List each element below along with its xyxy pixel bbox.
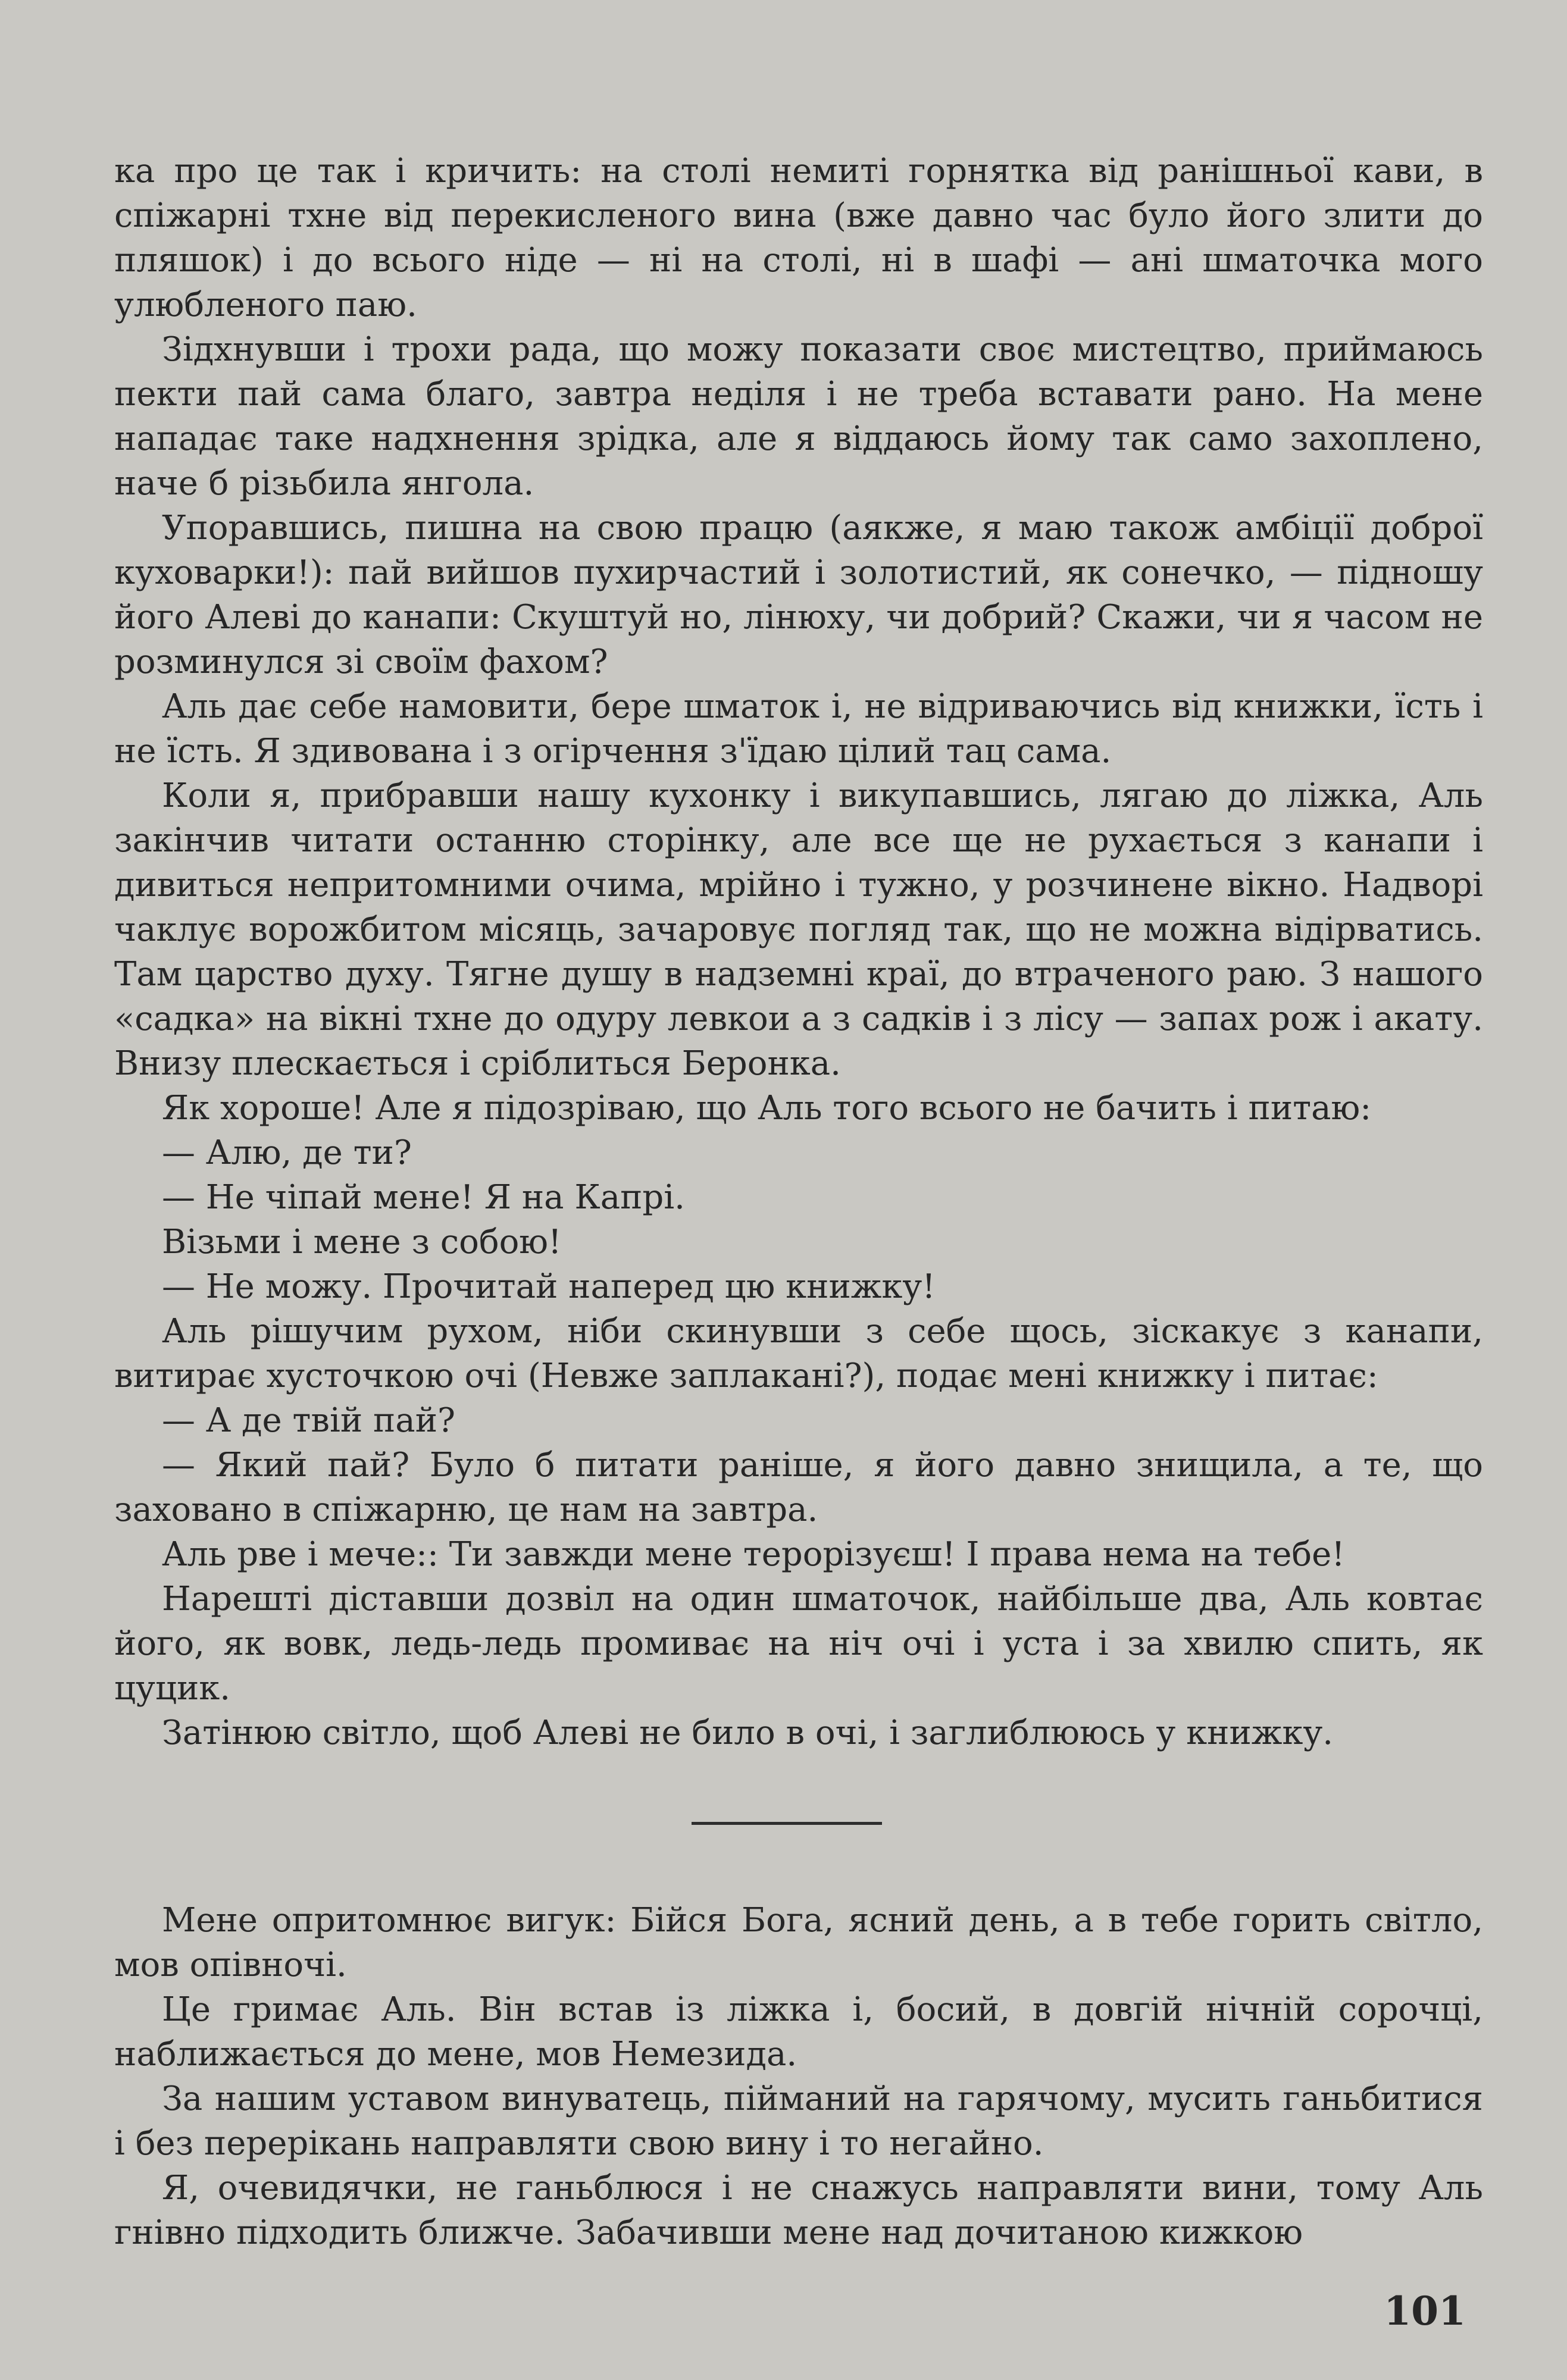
dialogue-line: — Який пай? Було б питати раніше, я його давно знищила, а те, що заховано в спіжарню, це нам на завтра. [114,1446,1483,1529]
paragraph: ка про це так і кричить: на столі немиті горнятка від ранішньої кави, в спіжарні тхне від перекисленого вина (вже давно час було його злити до пляшок) і до всього ніде — ні на столі, ні в шафі — ані шматочка мого улюбленого паю. [114,152,1483,324]
paragraph: Аль дає себе намовити, бере шматок і, не відриваючись від книжки, їсть і не їсть. Я здивована і з огірчення з'їдаю цілий тац сама. [114,687,1483,771]
paragraph: Коли я, прибравши нашу кухонку і викупавшись, лягаю до ліжка, Аль закінчив читати останню сторінку, але все ще не рухається з канапи і дивиться непритомними очима, мрійно і тужно, у розчинене вікно. Надворі чаклує ворожбитом місяць, зачаровує погляд так, що не можна відірватись. Там царство духу. Тягне душу в надземні краї, до втраченого раю. З нашого «садка» на вікні тхне до одуру левкои а з садків і з лісу — запах рож і акату. Внизу плескається і сріблиться Беронка. [114,776,1483,1083]
paragraph: Затінюю світло, щоб Алеві не било в очі, і заглиблююсь у книжку. [162,1714,1334,1752]
paragraph: Нарешті діставши дозвіл на один шматочок, найбільше два, Аль ковтає його, як вовк, ледь-ледь промиває на ніч очі і уста і за хвилю спить, як цуцик. [114,1580,1483,1708]
paragraph: Я, очевидячки, не ганьблюся і не снажусь направляти вини, тому Аль гнівно підходить ближче. Забачивши мене над дочитаною кижкою [114,2169,1483,2252]
dialogue-line: — Не чіпай мене! Я на Капрі. [162,1178,685,1217]
paragraph: Аль рве і мече:: Ти завжди мене терорізуєш! І права нема на тебе! [162,1535,1345,1574]
dialogue-line: Візьми і мене з собою! [162,1223,562,1261]
paragraph: Зідхнувши і трохи рада, що можу показати своє мистецтво, приймаюсь пекти пай сама благо, завтра неділя і не треба вставати рано. На мене нападає таке надхнення зрідка, але я віддаюсь йому так само захоплено, наче б різьбила янгола. [114,330,1483,503]
page-number: 101 [1384,2288,1466,2334]
paragraph: Упоравшись, пишна на свою працю (аякже, я маю також амбіції доброї куховарки!): пай вийшов пухирчастий і золотистий, як сонечко, — підношу його Алеві до канапи: Скуштуй но, лінюху, чи добрий? Скажи, чи я часом не розминулся зі своїм фахом? [114,509,1483,681]
lower-text-block [114,1898,1483,2255]
upper-text-block [114,149,1483,1755]
section-separator [692,1822,882,1825]
paragraph: За нашим уставом винуватець, пійманий на гарячому, мусить ганьбитися і без перерікань направляти свою вину і то негайно. [114,2080,1483,2163]
dialogue-line: — А де твій пай? [162,1401,456,1440]
paragraph: Як хороше! Але я підозріваю, що Аль того всього не бачить і питаю: [162,1089,1372,1128]
dialogue-line: — Алю, де ти? [162,1133,412,1172]
paragraph: Мене опритомнює вигук: Бійся Бога, ясний день, а в тебе горить світло, мов опівночі. [114,1901,1483,1984]
dialogue-line: — Не можу. Прочитай наперед цю книжку! [162,1267,936,1306]
paragraph: Це гримає Аль. Він встав із ліжка і, босий, в довгій нічній сорочці, наближається до мене, мов Немезида. [114,1990,1483,2074]
paragraph: Аль рішучим рухом, ніби скинувши з себе щось, зіскакує з канапи, витирає хусточкою очі (Невже заплакані?), подає мені книжку і питає: [114,1312,1483,1395]
